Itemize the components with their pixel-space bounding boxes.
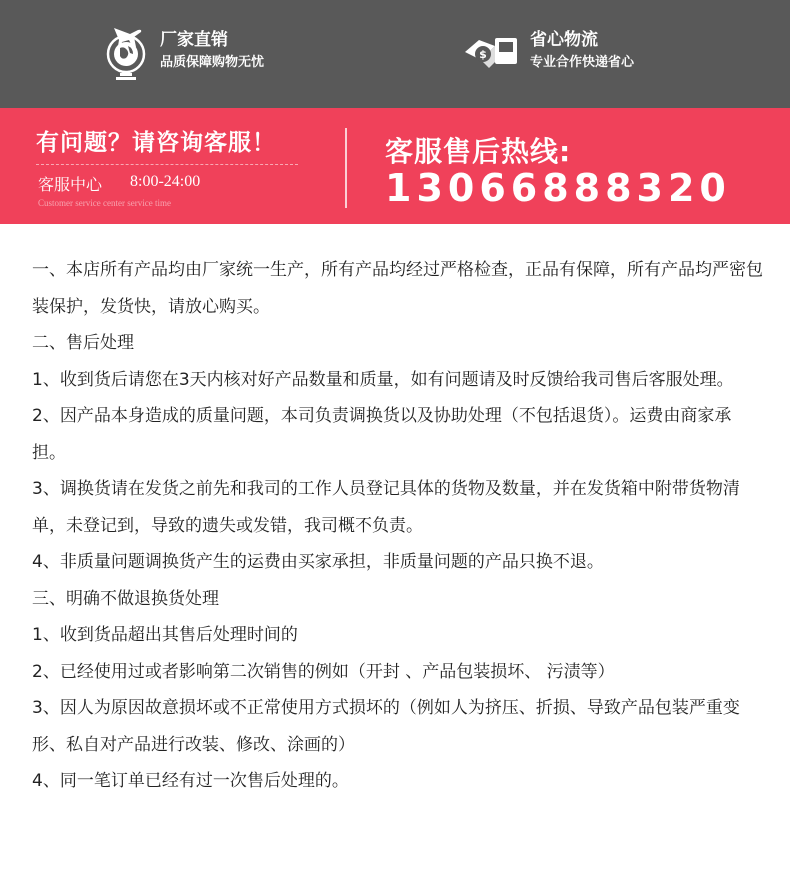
policy-heading: 三、明确不做退换货处理 <box>32 588 219 609</box>
feature-subtitle: 品质保障购物无忧 <box>160 55 265 70</box>
policy-paragraph: 4、非质量问题调换货产生的运费由买家承担，非质量问题的产品只换不退。 <box>32 552 604 572</box>
service-center-label: 客服中心 <box>38 175 103 194</box>
banner-question: 有问题？请咨询客服！ <box>36 130 276 156</box>
feature-title: 省心物流 <box>530 30 598 50</box>
service-center-english: Customer service center service time <box>38 198 171 208</box>
feature-title: 厂家直销 <box>160 30 228 50</box>
policy-paragraph: 1、收到货后请您在3天内核对好产品数量和质量，如有问题请及时反馈给我司售后客服处理。 <box>32 369 734 390</box>
after-sales-policy <box>32 252 764 800</box>
hotline-label: 客服售后热线: <box>385 135 572 168</box>
policy-paragraph: 2、已经使用过或者影响第二次销售的例如（开封 、产品包装损坏、 污渍等） <box>32 661 615 682</box>
policy-heading: 二、售后处理 <box>32 333 134 353</box>
service-hours: 8:00-24:00 <box>130 173 201 190</box>
dashed-divider <box>36 164 298 165</box>
feature-subtitle: 专业合作快递省心 <box>530 55 635 70</box>
policy-paragraph: 4、同一笔订单已经有过一次售后处理的。 <box>32 771 349 791</box>
top-bar <box>0 0 790 108</box>
policy-paragraph: 1、收到货品超出其售后处理时间的 <box>32 625 298 645</box>
policy-paragraph: 一、本店所有产品均由厂家统一生产，所有产品均经过严格检查，正品有保障，所有产品均严密包装保护，发货快，请放心购买。 <box>32 260 763 317</box>
svg-text:$: $ <box>479 48 487 61</box>
policy-paragraph: 3、因人为原因故意损坏或不正常使用方式损坏的（例如人为挤压、折损、导致产品包装严重变形、私自对产品进行改装、修改、涂画的） <box>32 698 740 755</box>
globe-airplane-icon <box>100 20 152 82</box>
policy-paragraph: 2、因产品本身造成的质量问题，本司负责调换货以及协助处理（不包括退货）。运费由商家承担。 <box>32 406 732 463</box>
hotline-number: 13066888320 <box>385 166 731 210</box>
feature-factory-direct <box>100 20 264 82</box>
money-truck-icon <box>460 20 522 82</box>
service-banner <box>0 108 790 224</box>
feature-logistics <box>460 20 634 82</box>
vertical-divider <box>345 128 347 208</box>
policy-paragraph: 3、调换货请在发货之前先和我司的工作人员登记具体的货物及数量，并在发货箱中附带货物清单，未登记到，导致的遗失或发错，我司概不负责。 <box>32 479 740 536</box>
